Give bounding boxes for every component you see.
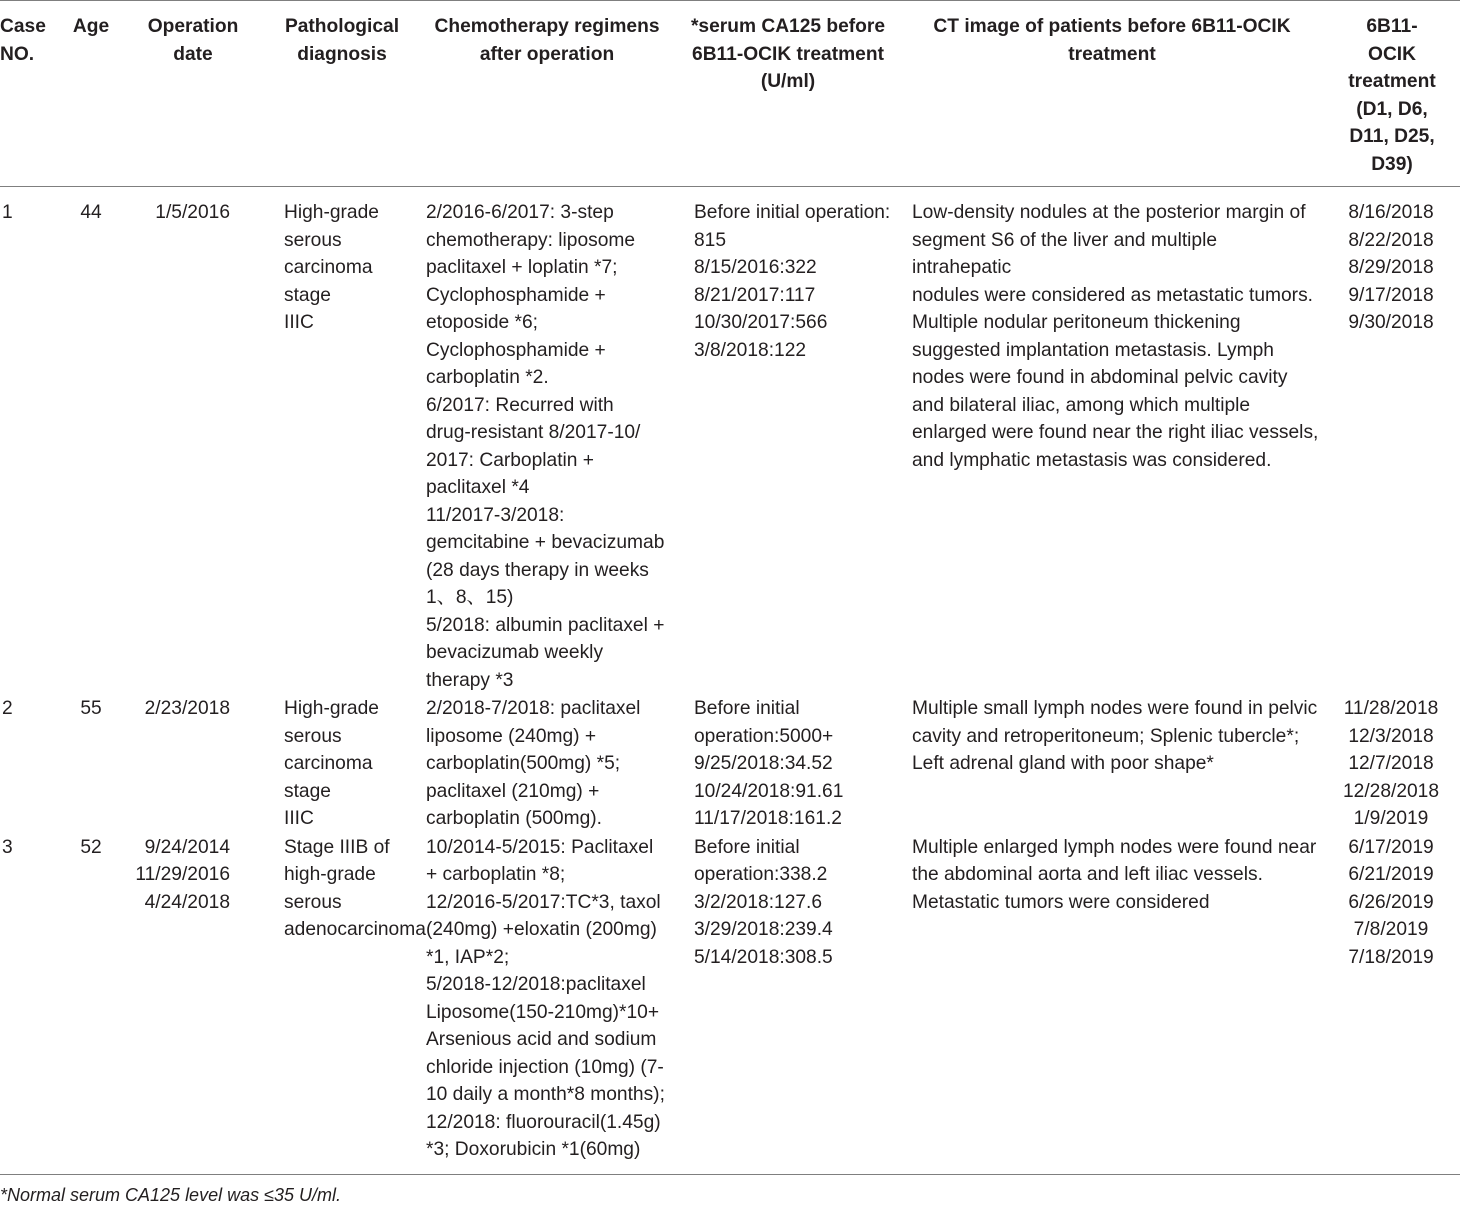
cell-treatment-dates: 11/28/2018 12/3/2018 12/7/2018 12/28/2018 1/9/2019 [1342, 698, 1440, 829]
cell-operation-date: 2/23/2018 [144, 698, 230, 719]
cell-serum-ca125: Before initial operation:5000+ 9/25/2018:34.52 10/24/2018:91.61 11/17/2018:161.2 [694, 698, 844, 829]
table-body [0, 187, 1460, 1175]
header-row [0, 1, 1460, 187]
header-6b11-ocik-treatment: 6B11- OCIK treatment (D1, D6, D11, D25, D39) [1324, 1, 1460, 187]
cell-chemotherapy-regimens: 10/2014-5/2015: Paclitaxel + carboplatin *8; 12/2016-5/2017:TC*3, taxol (240mg) +eloxatin (200mg) *1, IAP*2; 5/2018-12/2018:paclitaxel Liposome(150-210mg)*10+ Arsenious acid and sodium chloride injection (10mg) (7- 10 daily a month*8 months); 12/2018: fluorouracil(1.45g) *3; Doxorubicin *1(60mg) [418, 834, 676, 1175]
cell-treatment-dates: 6/17/2019 6/21/2019 6/26/2019 7/8/2019 7/18/2019 [1324, 834, 1460, 1175]
cell-case-no: 2 [2, 698, 13, 719]
cell-treatment-dates: 8/16/2018 8/22/2018 8/29/2018 9/17/2018 9/30/2018 [1348, 202, 1434, 333]
header-pathological-diagnosis: Pathological diagnosis [266, 1, 418, 187]
cell-ct-image: Multiple small lymph nodes were found in pelvic cavity and retroperitoneum; Splenic tubercle*; Left adrenal gland with poor shape* [912, 698, 1318, 774]
cell-age: 52 [62, 834, 120, 1175]
cell-age: 55 [80, 698, 102, 719]
header-case-no: Case NO. [0, 1, 62, 187]
cell-serum-ca125: Before initial operation: 815 8/15/2016:322 8/21/2017:117 10/30/2017:566 3/8/2018:122 [694, 202, 891, 361]
cell-pathological-diagnosis: High-grade serous carcinoma stage IIIC [284, 698, 379, 829]
cell-operation-date: 1/5/2016 [155, 202, 230, 223]
cell-serum-ca125: Before initial operation:338.2 3/2/2018:127.6 3/29/2018:239.4 5/14/2018:308.5 [676, 834, 900, 1175]
header-serum-ca125: *serum CA125 before 6B11-OCIK treatment (U/ml) [676, 1, 900, 187]
cell-case-no: 1 [2, 202, 13, 223]
cell-age: 44 [80, 202, 102, 223]
cell-chemotherapy-regimens: 2/2016-6/2017: 3-step chemotherapy: liposome paclitaxel + loplatin *7; Cyclophosphamide + etoposide *6; Cyclophosphamide + carboplatin *2. 6/2017: Recurred with drug-resistant 8/2017-10/ 2017: Carboplatin + paclitaxel *4 11/2017-3/2018: gemcitabine + bevacizumab (28 days therapy in weeks 1、8、15) 5/2018: albumin paclitaxel + bevacizumab weekly therapy *3 [426, 202, 665, 691]
cell-pathological-diagnosis: High-grade serous carcinoma stage IIIC [284, 202, 379, 333]
header-ct-image: CT image of patients before 6B11-OCIK treatment [900, 1, 1324, 187]
table-row [0, 834, 1460, 1175]
header-chemotherapy-regimens: Chemotherapy regimens after operation [418, 1, 676, 187]
cell-ct-image: Low-density nodules at the posterior margin of segment S6 of the liver and multiple intrahepatic nodules were considered as metastatic tumors. Multiple nodular peritoneum thickening suggested implantation metastasis. Lymph nodes were found in abdominal pelvic cavity and bilateral iliac, among which multiple enlarged were found near the right iliac vessels, and lymphatic metastasis was considered. [912, 202, 1319, 471]
table-footnote: *Normal serum CA125 level was ≤35 U/ml. [0, 1184, 341, 1205]
cell-ct-image: Multiple enlarged lymph nodes were found near the abdominal aorta and left iliac vessels. Metastatic tumors were considered [900, 834, 1324, 1175]
cell-case-no: 3 [0, 834, 62, 1175]
table-row [0, 187, 1460, 696]
header-age: Age [62, 1, 120, 187]
cell-chemotherapy-regimens: 2/2018-7/2018: paclitaxel liposome (240mg) + carboplatin(500mg) *5; paclitaxel (210mg) + carboplatin (500mg). [426, 698, 641, 829]
cell-pathological-diagnosis: Stage IIIB of high-grade serous adenocarcinoma [266, 834, 418, 1175]
cell-operation-date: 9/24/2014 11/29/2016 4/24/2018 [120, 834, 266, 1175]
table-row [0, 695, 1460, 834]
header-operation-date: Operation date [120, 1, 266, 187]
table-header [0, 1, 1460, 187]
